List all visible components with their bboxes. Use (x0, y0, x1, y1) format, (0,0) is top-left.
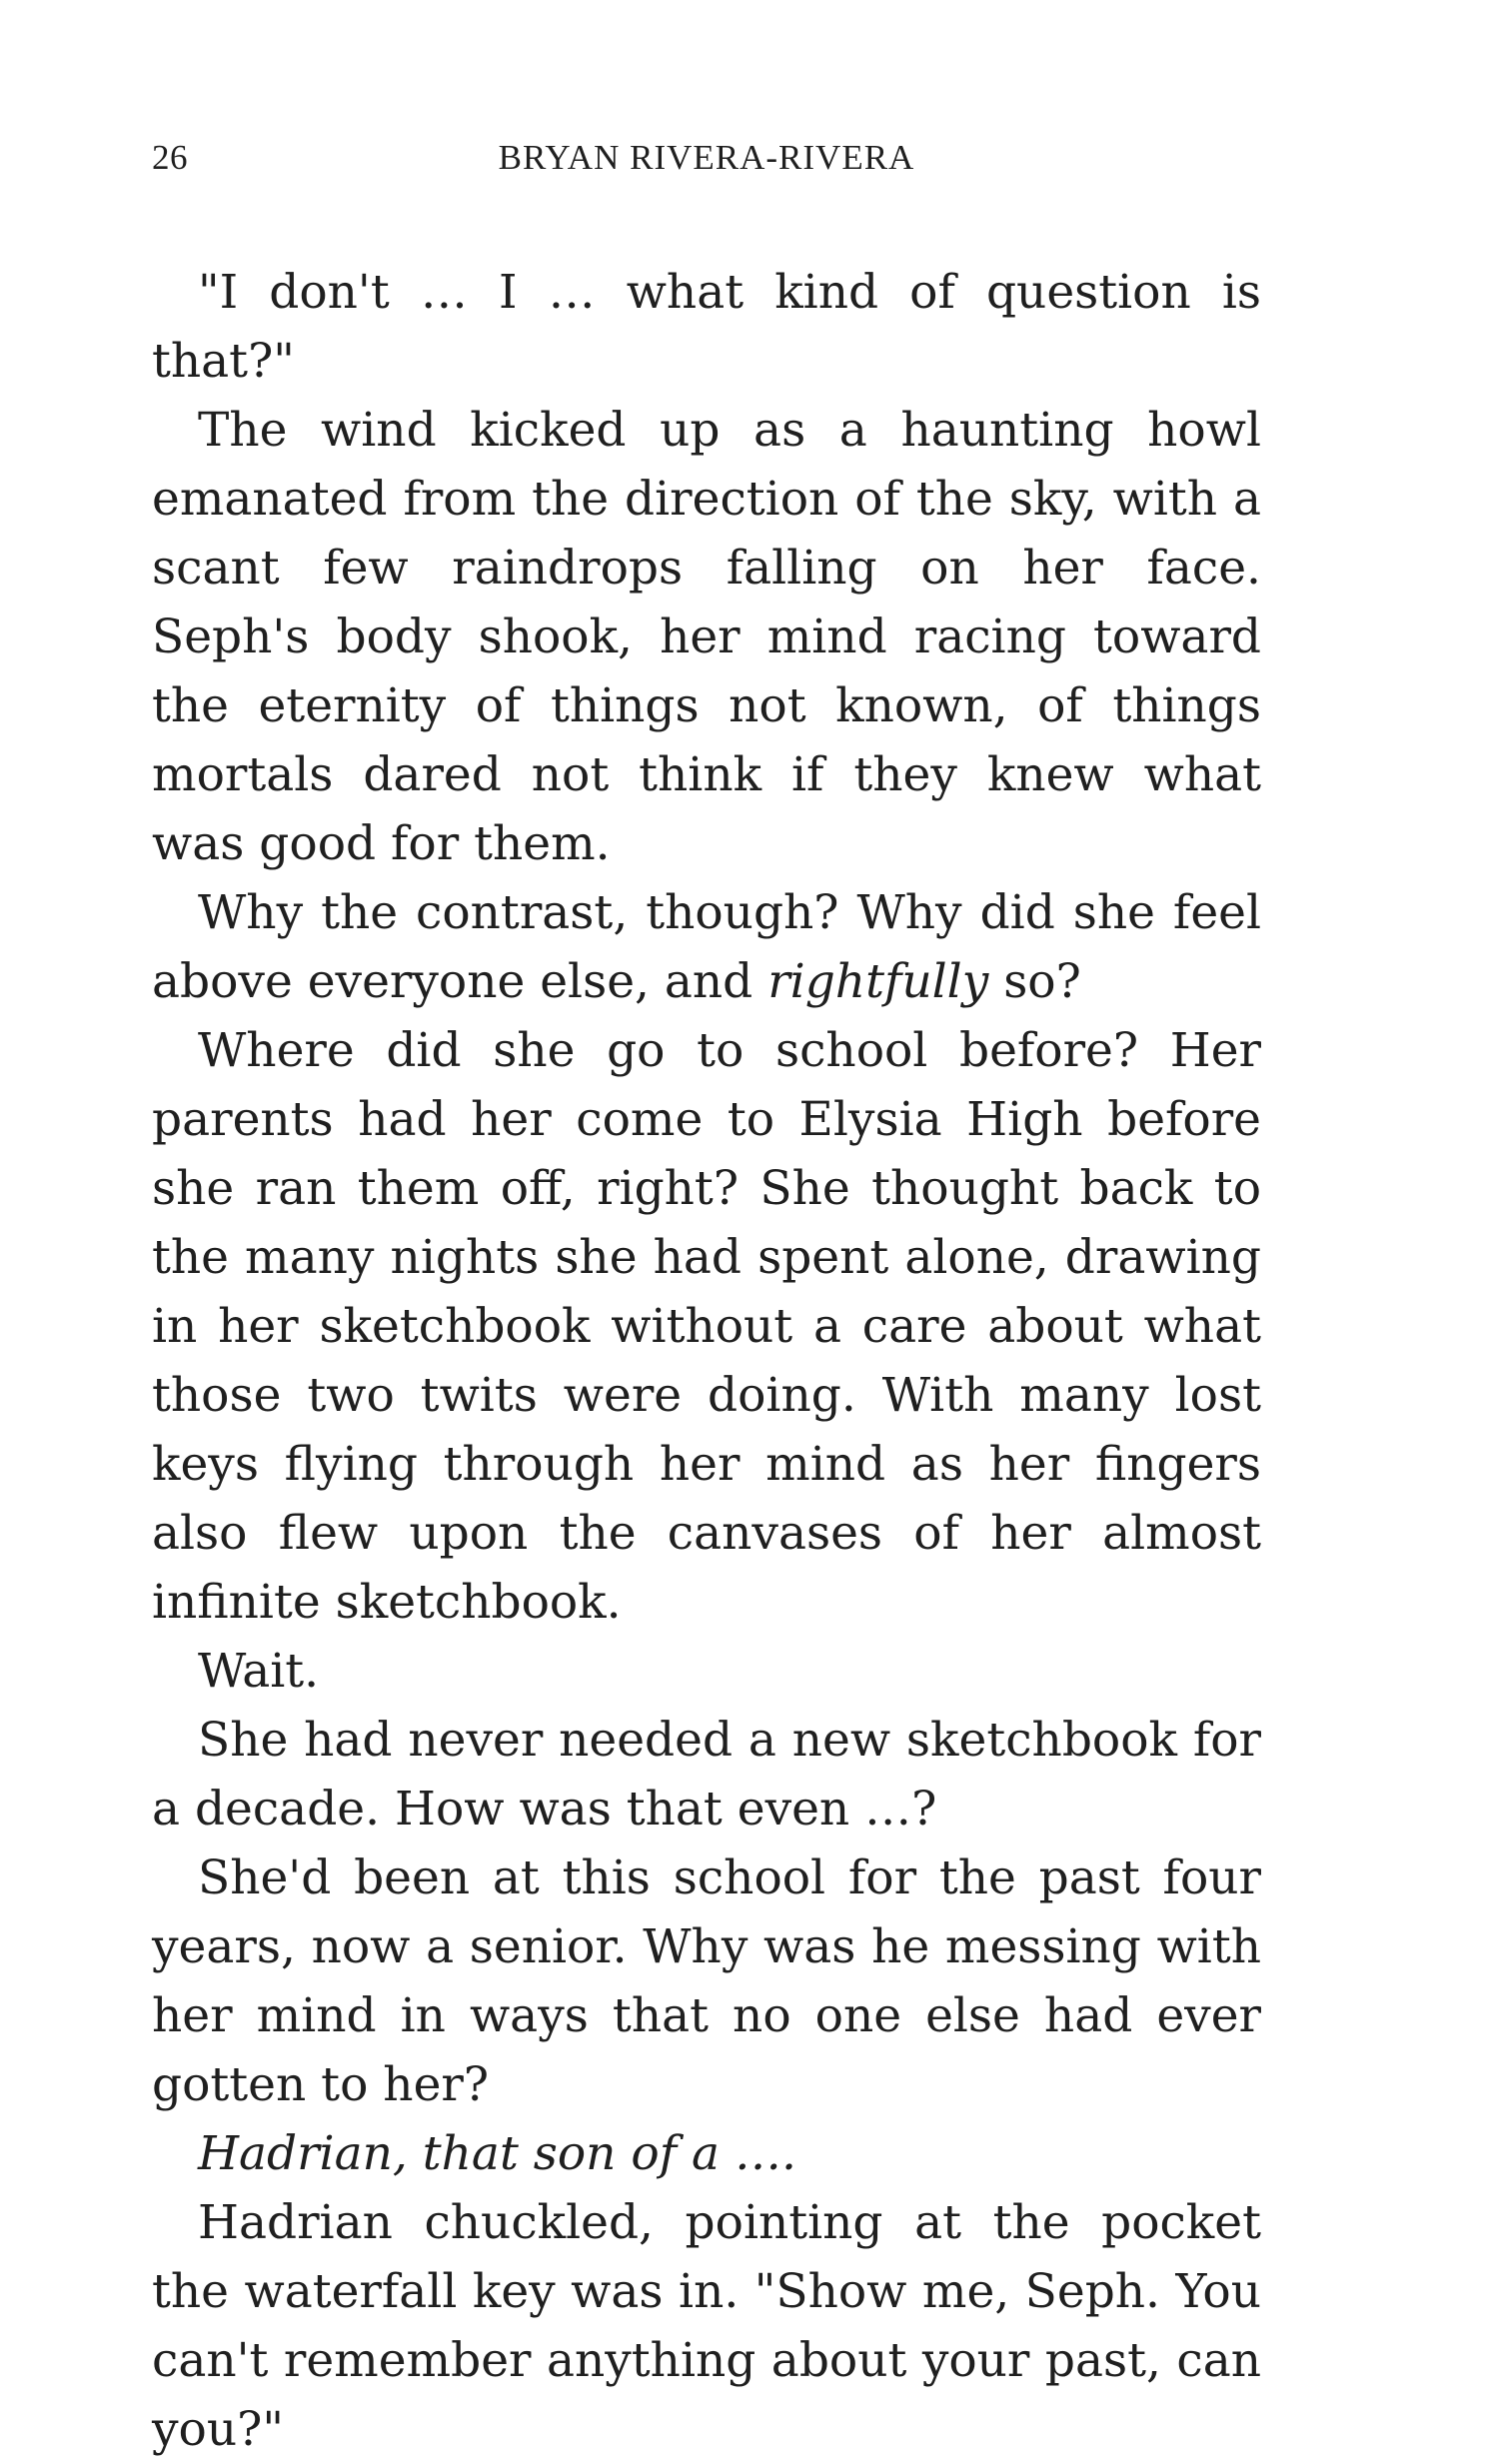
paragraph-5: Wait. (198, 1644, 320, 1699)
body-text (152, 258, 1261, 2464)
paragraph-3-emphasis: rightfully (767, 954, 989, 1009)
paragraph-8-italic-thought: Hadrian, that son of a …. (198, 2126, 796, 2181)
running-header (152, 138, 1261, 188)
paragraph-4: Where did she go to school before? Her parents had her come to Elysia High before she ran them off, right? She thought back to the many nights she had spent alone, drawing in her sketchbook without a care about what those two twits were doing. With many lost keys flying through her mind as her fingers also flew upon the canvases of her almost infinite sketchbook. (152, 1023, 1261, 1630)
paragraph-7: She'd been at this school for the past four years, now a senior. Why was he messing with her mind in ways that no one else had ever gotten to her? (152, 1850, 1261, 2112)
author-name: BRYAN RIVERA-RIVERA (498, 138, 915, 177)
paragraph-3 (152, 878, 1261, 1016)
paragraph-9: Hadrian chuckled, pointing at the pocket the waterfall key was in. "Show me, Seph. You can't remember anything about your past, can you?" (152, 2195, 1261, 2457)
paragraph-2: The wind kicked up as a haunting howl emanated from the direction of the sky, with a scant few raindrops falling on her face. Seph's body shook, her mind racing toward the eternity of things not known, of things mortals dared not think if they knew what was good for them. (152, 403, 1261, 871)
page-number: 26 (152, 138, 188, 177)
paragraph-1: "I don't … I … what kind of question is that?" (152, 265, 1261, 389)
paragraph-6: She had never needed a new sketchbook for a decade. How was that even …? (152, 1713, 1261, 1837)
paragraph-3-text-before: Why the contrast, though? Why did she feel above everyone else, and (152, 885, 1261, 1009)
paragraph-3-text-after: so? (988, 954, 1081, 1009)
